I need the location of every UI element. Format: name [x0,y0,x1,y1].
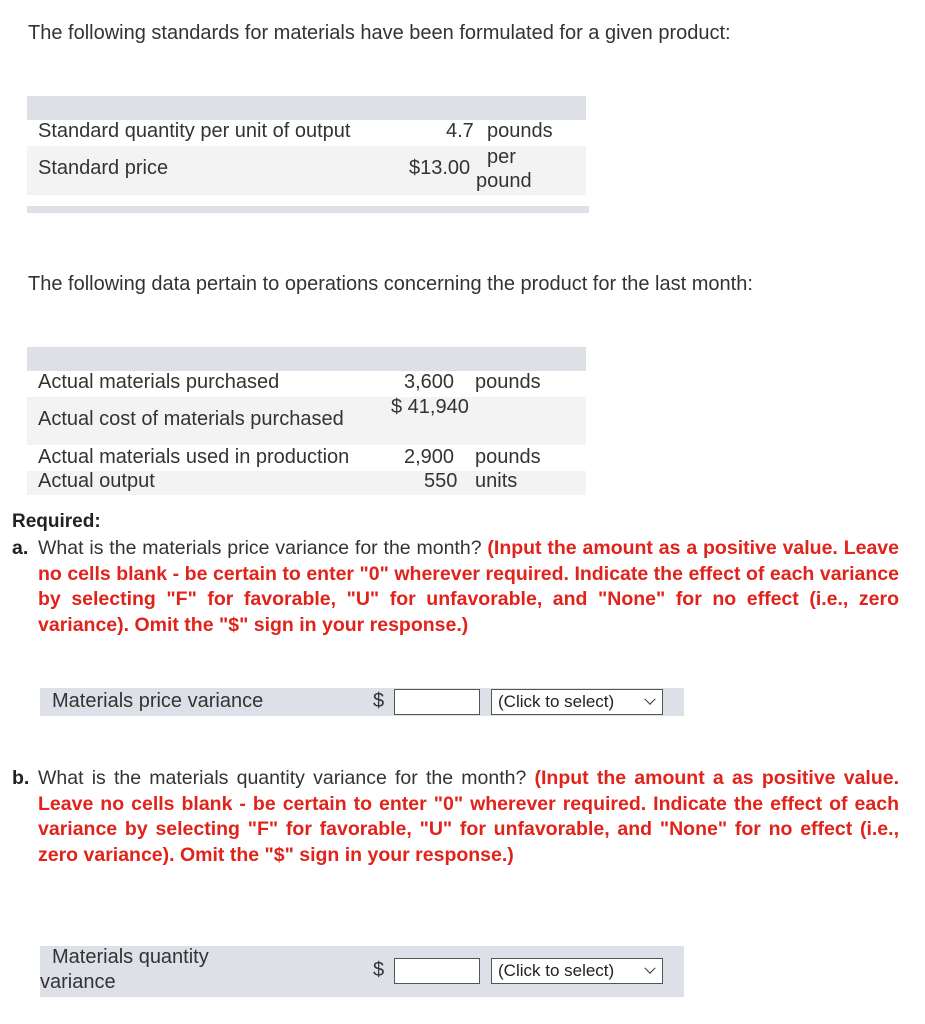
act-used-unit: pounds [475,446,541,468]
std-qty-unit: pounds [487,120,553,142]
standards-table-header [27,96,586,120]
question-b [12,766,899,868]
chevron-down-icon [644,963,655,974]
price-variance-input[interactable] [394,689,480,715]
act-cost-label: Actual cost of materials purchased [38,408,344,430]
question-b-text: What is the materials quantity variance for the month? [38,767,527,789]
quantity-variance-input[interactable] [394,958,480,984]
required-heading: Required: [12,511,101,532]
question-a-label: a. [12,537,29,559]
question-a-text: What is the materials price variance for the month? [38,537,482,559]
answer-b-label-line1: Materials quantity [52,946,209,968]
act-used-label: Actual materials used in production [38,446,350,468]
answer-a-label: Materials price variance [52,690,264,712]
act-output-value: 550 [424,470,458,492]
quantity-variance-select[interactable] [491,958,663,984]
act-purchased-unit: pounds [475,371,541,393]
answer-b-dollar: $ [373,959,385,981]
std-price-unit-per: per [487,146,516,168]
question-b-label: b. [12,767,30,789]
intro-standards: The following standards for materials have been formulated for a given product: [28,22,731,44]
std-qty-label: Standard quantity per unit of output [38,120,351,142]
standards-table-footer [27,206,589,213]
answer-b-label-line2: variance [40,971,116,993]
std-qty-value: 4.7 [446,120,474,142]
actuals-table-header [27,347,586,371]
question-a-instruction: (Input the amount as a positive value. Leave no cells blank - be certain to enter "0" wherever required. Indicate the effect of each variance by selecting "F" for favorable, "U" for unfavorable, and "None" for no effect (i.e., zero variance). Omit the "$" sign in your response.) [38,537,899,636]
act-cost-value: $ 41,940 [391,396,469,418]
question-a [12,536,899,638]
std-price-value: $13.00 [409,157,471,179]
std-price-label: Standard price [38,157,169,179]
question-b-instruction: (Input the amount a as positive value. Leave no cells blank - be certain to enter "0" wherever required. Indicate the effect of each variance by selecting "F" for favorable, "U" for unfavorable, and "None" for no effect (i.e., zero variance). Omit the "$" sign in your response.) [38,767,900,866]
price-variance-select[interactable] [491,689,663,715]
act-output-label: Actual output [38,470,155,492]
act-purchased-label: Actual materials purchased [38,371,280,393]
quantity-variance-select-value: (Click to select) [498,961,615,980]
act-output-unit: units [475,470,518,492]
std-price-unit-pound: pound [476,170,532,192]
act-used-value: 2,900 [404,446,455,468]
price-variance-select-value: (Click to select) [498,692,615,711]
answer-a-dollar: $ [373,690,385,712]
intro-actuals: The following data pertain to operations concerning the product for the last month: [28,273,753,295]
act-purchased-value: 3,600 [404,371,455,393]
chevron-down-icon [644,694,655,705]
